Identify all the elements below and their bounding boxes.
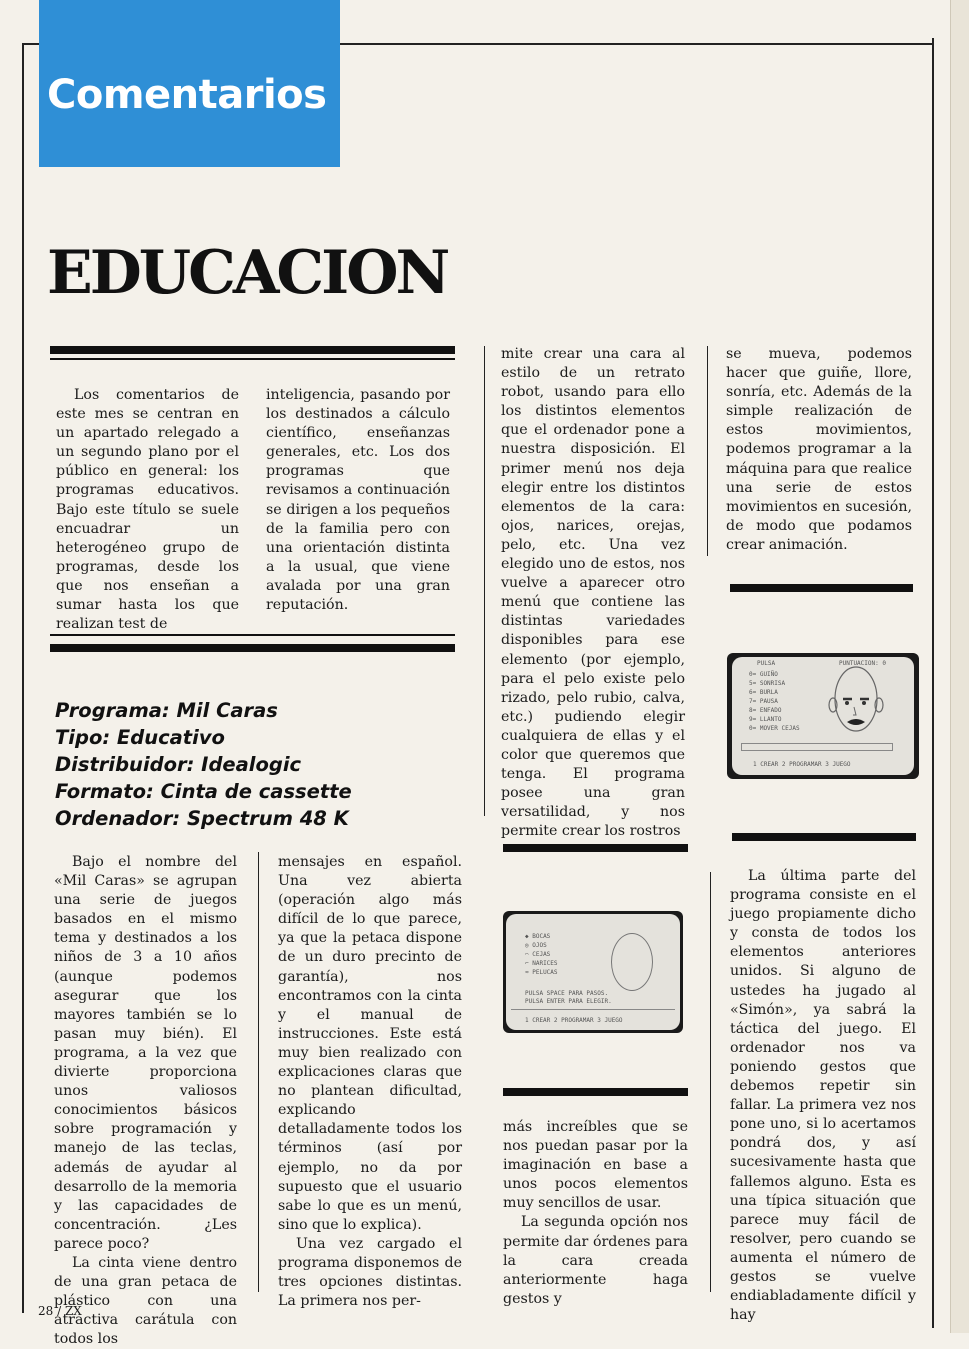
frame-right-rule [932, 38, 934, 1328]
menu-item: ⌒ CEJAS [525, 951, 551, 958]
screen1-top-rule [503, 844, 688, 852]
screen-footer-menu: 1 CREAR 2 PROGRAMAR 3 JUEGO [525, 1017, 623, 1024]
body-column-1 [54, 853, 237, 1349]
spec-ordenador: Ordenador: Spectrum 48 K [55, 807, 349, 830]
menu-item: ⌐ NARICES [525, 960, 558, 967]
menu-item: 0= MOVER CEJAS [749, 725, 800, 732]
input-bar [741, 743, 893, 751]
menu-item: 9= LLANTO [749, 716, 782, 723]
intro-bottom-rule [50, 644, 455, 652]
brow-icon: ⌒ [525, 951, 533, 958]
body-paragraph: mensajes en español. Una vez abierta (operación algo más difícil de lo que parece, ya que la petaca dispone de un duro precinto de garantía), nos encontramos con la cinta y el manual de instrucciones. Este está muy bien realizado con explicaciones claras que no plantean dificultad, explicando detalladamente todos los términos (así por ejemplo, no da por supuesto que el usuario sabe lo que es un menú, sino que lo explica). [278, 854, 462, 1233]
body-column-4-top [726, 345, 912, 555]
body-paragraph: La última parte del programa consiste en el juego propiamente dicho y consta de todos los elementos anteriores unidos. Si alguno de ustedes ha jugado al «Simón», ya sabrá la táctica del juego. El ordenador nos va poniendo gestos que debemos repetir sin fallar. La primera vez nos pone uno, si lo acertamos pondrá dos, y así sucesivamente hasta que fallemos alguno. Esta es una típica situación que parece muy fácil de resolver, pero cuando se aumenta el número de gestos se vuelve endiabladamente difícil y hay [730, 868, 916, 1324]
column-divider [484, 346, 485, 816]
frame-left-rule [22, 43, 24, 1313]
page-footer: 28 / ZX [38, 1304, 82, 1318]
body-paragraph: Una vez cargado el programa disponemos de tres opciones distintas. La primera nos per- [278, 1235, 462, 1310]
body-paragraph: más increíbles que se nos puedan pasar por la imaginación en base a unos pocos elementos muy sencillos de usar. [503, 1119, 688, 1212]
body-paragraph: La segunda opción nos permite dar órdenes para la cara creada anteriormente haga gestos y [503, 1214, 688, 1307]
wig-icon: ≈ [525, 969, 533, 976]
intro-column-2 [266, 386, 450, 615]
nose-icon: ⌐ [525, 960, 533, 967]
screen-prompt: PULSA SPACE PARA PASOS. [525, 990, 609, 997]
menu-item: 5= SONRISA [749, 680, 786, 687]
screenshot-crear-menu [503, 911, 683, 1033]
column-divider [258, 852, 259, 1292]
menu-item: 6= BURLA [749, 689, 778, 696]
intro-bottom-thin-rule [50, 634, 455, 636]
screen2-top-rule [730, 584, 913, 592]
article-title: EDUCACION [47, 238, 448, 308]
body-column-2 [278, 853, 462, 1311]
screenshot-programar-menu [727, 653, 919, 779]
spec-tipo: Tipo: Educativo [55, 726, 225, 749]
screen1-bottom-rule [503, 1088, 688, 1096]
menu-item: 0= GUIÑO [749, 671, 778, 678]
eye-icon: ◎ [525, 942, 533, 949]
intro-paragraph-1: Los comentarios de este mes se centran en un apartado relegado a un segundo plano por el público en general: los programas educativos. Bajo este título se suele encuadrar un heterogéneo grupo de programas, desde los que nos enseñan a sumar hasta los que realizan test de [56, 387, 239, 633]
intro-column-1 [56, 386, 239, 634]
body-paragraph: Bajo el nombre del «Mil Caras» se agrupan una serie de juegos basados en el mismo tema y destinados a los niños de 3 a 10 años (aunque podemos asegurar que los mayores también se lo pasan muy bién). El programa, a la vez que divierte proporciona unos valiosos conocimientos básicos sobre programación y manejo de las teclas, además de ayudar al desarrollo de la memoria y las capacidades de concentración. ¿Les parece poco? [54, 854, 237, 1252]
screen-prompt: PULSA ENTER PARA ELEGIR. [525, 998, 612, 1005]
screen-score: PUNTUACION: 0 [839, 660, 886, 667]
column-divider [707, 346, 708, 556]
spec-distribuidor: Distribuidor: Idealogic [55, 753, 302, 776]
menu-item: 8= ENFADO [749, 707, 782, 714]
intro-top-thin-rule [50, 358, 455, 360]
menu-item: ≈ PELUCAS [525, 969, 558, 976]
spec-programa: Programa: Mil Caras [55, 699, 278, 722]
screen-footer-menu: 1 CREAR 2 PROGRAMAR 3 JUEGO [753, 761, 851, 768]
body-column-3-top [501, 345, 685, 841]
column-divider [710, 872, 711, 1292]
spec-formato: Formato: Cinta de cassette [55, 780, 352, 803]
screen2-bottom-rule [732, 833, 916, 841]
menu-item: ◎ OJOS [525, 942, 547, 949]
section-header-title: Comentarios [47, 72, 327, 118]
body-column-4-bottom [730, 867, 916, 1325]
intro-paragraph-2: inteligencia, pasando por los destinados a cálculo científico, enseñanzas generales, etc. Los dos programas que revisamos a continuación se dirigen a los pequeños de la familia pero con una orientación distinta a la usual, que viene avalada por una gran reputación. [266, 387, 450, 614]
body-column-3-bottom [503, 1118, 688, 1309]
body-paragraph: La cinta viene dentro de una gran petaca de plástico con una atractiva carátula con todos los [54, 1254, 237, 1348]
face-drawing [823, 659, 889, 737]
page-edge [950, 0, 969, 1333]
body-paragraph: mite crear una cara al estilo de un retrato robot, usando para ello los distintos elementos que el ordenador pone a nuestra disposición. El primer menú nos deja elegir entre los distintos elementos de la cara: ojos, narices, orejas, pelo, etc. Una vez elegido uno de estos, nos vuelve a aparecer otro menú que contiene las distintas variedades disponibles para ese elemento (por ejemplo, para el pelo existe pelo rizado, pelo rubio, calva, etc.) pudiendo elegir cualquiera de ellas y el color que queremos que tenga. El programa posee una gran versatilidad, y nos permite crear los rostros [501, 346, 685, 840]
body-paragraph: se mueva, podemos hacer que guiñe, llore, sonría, etc. Además de la simple realización de estos movimientos, podemos programar a la máquina para que realice una serie de estos movimientos en sucesión, de modo que podamos crear animación. [726, 346, 912, 553]
menu-item: ◆ BOCAS [525, 933, 551, 940]
screen-header-label: PULSA [757, 660, 776, 667]
face-outline [611, 933, 653, 991]
program-specs [55, 697, 475, 832]
menu-item: 7= PAUSA [749, 698, 778, 705]
mouth-icon: ◆ [525, 933, 533, 940]
intro-top-rule [50, 346, 455, 354]
